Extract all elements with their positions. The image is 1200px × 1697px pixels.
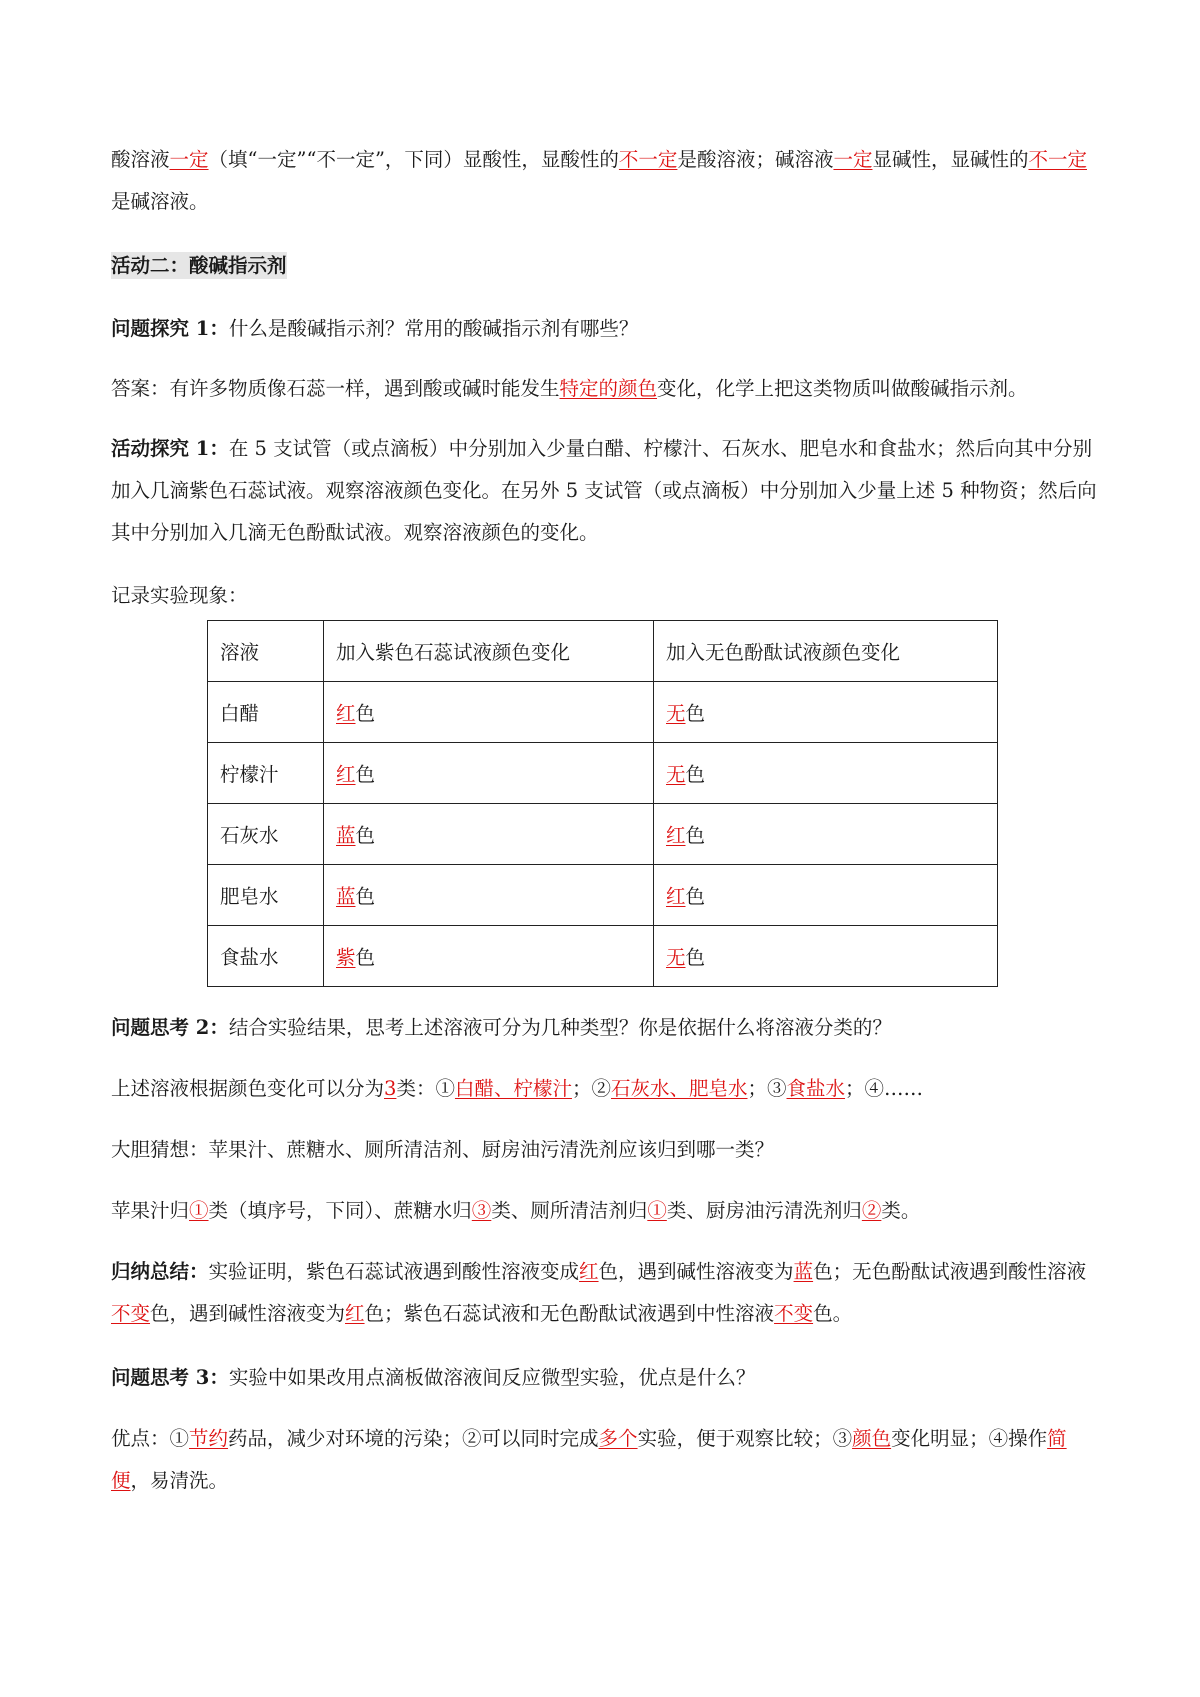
section-heading (111, 245, 1101, 287)
table-row: 柠檬汁 红色 无色 (208, 743, 998, 804)
classification-answer: 上述溶液根据颜色变化可以分为3类：①白醋、柠檬汁；②石灰水、肥皂水；③食盐水；④…… (111, 1077, 924, 1100)
answer-blank: 特定的颜色 (559, 377, 658, 400)
question-2: 问题思考 2：结合实验结果，思考上述溶液可分为几种类型？你是依据什么将溶液分类的？ (111, 1016, 892, 1039)
answer-blank: 不一定 (618, 148, 678, 171)
answer-blank: 一定 (169, 148, 209, 171)
header-phenolphthalein: 加入无色酚酞试液颜色变化 (654, 621, 998, 682)
guess-answer: 苹果汁归①类（填序号，下同）、蔗糖水归③类、厕所清洁剂归①类、厨房油污清洗剂归②类。 (111, 1199, 921, 1222)
answer-blank: 一定 (833, 148, 873, 171)
table-row: 石灰水 蓝色 红色 (208, 804, 998, 865)
table-header-row (208, 621, 998, 682)
question-1: 问题探究 1：什么是酸碱指示剂？常用的酸碱指示剂有哪些？ (111, 317, 639, 340)
question-3: 问题思考 3：实验中如果改用点滴板做溶液间反应微型实验，优点是什么？ (111, 1366, 756, 1389)
header-litmus: 加入紫色石蕊试液颜色变化 (324, 621, 654, 682)
experiment-table (207, 620, 998, 987)
table-row: 白醋 红色 无色 (208, 682, 998, 743)
activity-explore-1: 活动探究 1：在 5 支试管（或点滴板）中分别加入少量白醋、柠檬汁、石灰水、肥皂水和食盐水；然后向其中分别加入几滴紫色石蕊试液。观察溶液颜色变化。在另外 5 支试管（或点滴板）中分别加入少量上述 5 种物资；然后向其中分别加入几滴无色酚酞试液。观察溶液颜色的变化。 (111, 437, 1097, 544)
table-row: 食盐水 紫色 无色 (208, 926, 998, 987)
paragraph-acid-base-definition: 酸溶液一定（填“一定”“不一定”，下同）显酸性，显酸性的不一定是酸溶液；碱溶液一定显碱性，显碱性的不一定是碱溶液。 (111, 148, 1087, 213)
advantages: 优点：①节约药品，减少对环境的污染；②可以同时完成多个实验，便于观察比较；③颜色变化明显；④操作简便，易清洗。 (111, 1427, 1067, 1492)
summary: 归纳总结：实验证明，紫色石蕊试液遇到酸性溶液变成红色，遇到碱性溶液变为蓝色；无色酚酞试液遇到酸性溶液不变色，遇到碱性溶液变为红色；紫色石蕊试液和无色酚酞试液遇到中性溶液不变色。 (111, 1260, 1087, 1325)
bold-guess: 大胆猜想：苹果汁、蔗糖水、厕所清洁剂、厨房油污清洗剂应该归到哪一类？ (111, 1138, 775, 1161)
record-label: 记录实验现象： (111, 584, 248, 607)
answer-blank: 不一定 (1028, 148, 1087, 171)
activity-2-title: 活动二：酸碱指示剂 (111, 254, 287, 277)
header-solution: 溶液 (208, 621, 324, 682)
answer-1: 答案：有许多物质像石蕊一样，遇到酸或碱时能发生特定的颜色变化，化学上把这类物质叫做酸碱指示剂。 (111, 377, 1028, 400)
table-row: 肥皂水 蓝色 红色 (208, 865, 998, 926)
